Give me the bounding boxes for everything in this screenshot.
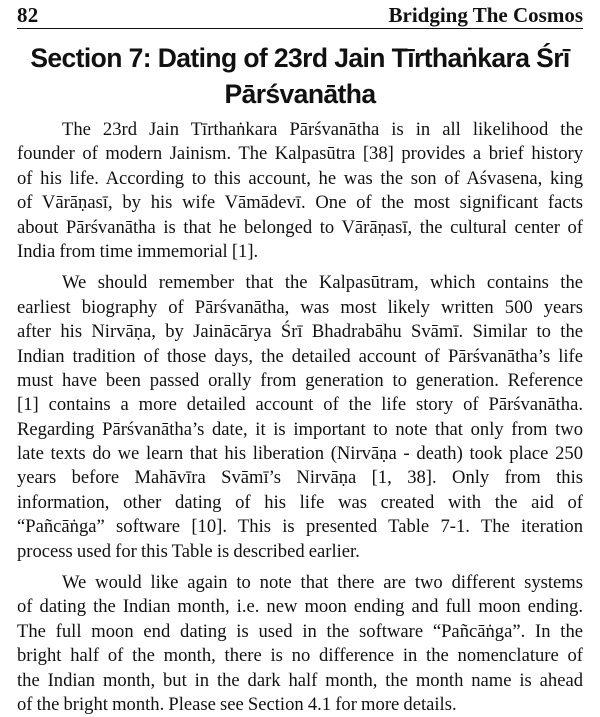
section-title-line-2: Pārśvanātha xyxy=(224,79,376,109)
body-text xyxy=(17,118,583,717)
text-line: “Pañcāṅga” software [10]. This is presented Table 7-1. The iteration xyxy=(17,516,583,538)
text-line: years before Mahāvīra Svāmī’s Nirvāṇa [1, 38]. Only from this xyxy=(17,467,583,489)
text-line: The 23rd Jain Tīrthaṅkara Pārśvanātha is in all likelihood the xyxy=(62,119,583,140)
text-line: after his Nirvāṇa, by Jainācārya Śrī Bhadrabāhu Svāmī. Similar to the xyxy=(17,321,583,343)
text-line: We should remember that the Kalpasūtram, which contains the xyxy=(62,272,583,294)
text-line: process used for this Table is described earlier. xyxy=(17,540,360,562)
text-line: of Vārāṇasī, by his wife Vāmādevī. One of the most significant facts xyxy=(17,192,583,214)
text-line: [1] contains a more detailed account of the life story of Pārśvanātha. xyxy=(17,394,583,416)
running-header xyxy=(17,2,583,29)
section-title xyxy=(17,40,583,112)
text-line: must have been passed orally from generation to generation. Reference xyxy=(17,369,583,391)
section-title-line-1: Section 7: Dating of 23rd Jain Tīrthaṅkara Śrī xyxy=(30,43,570,73)
text-line: The full moon end dating is used in the software “Pañcāṅga”. In the xyxy=(17,620,583,642)
text-line: of his life. According to this account, he was the son of Aśvasena, king xyxy=(17,167,583,189)
text-line: of the bright month. Please see Section 4.1 for more details. xyxy=(17,693,457,715)
page-number: 82 xyxy=(17,3,39,27)
text-line: late texts do we learn that his liberation (Nirvāṇa - death) took place 250 xyxy=(17,443,583,465)
book-title: Bridging The Cosmos xyxy=(388,3,583,27)
text-line: India from time immemorial [1]. xyxy=(17,240,259,262)
text-line: the Indian month, but in the dark half month, the month name is ahead xyxy=(17,669,583,691)
text-line: information, other dating of his life was created with the aid of xyxy=(17,491,583,513)
text-line: Indian tradition of those days, the detailed account of Pārśvanātha’s life xyxy=(17,345,583,367)
paragraph-3 xyxy=(17,571,583,717)
paragraph-2 xyxy=(17,271,583,564)
paragraph-1 xyxy=(17,118,583,264)
document-page xyxy=(17,0,583,715)
text-line: We would like again to note that there are two different systems xyxy=(62,572,583,594)
text-line: of dating the Indian month, i.e. new moon ending and full moon ending. xyxy=(17,596,583,618)
text-line: Regarding Pārśvanātha’s date, it is important to note that only from two xyxy=(17,418,583,440)
text-line: founder of modern Jainism. The Kalpasūtra [38] provides a brief history xyxy=(17,143,583,165)
text-line: earliest biography of Pārśvanātha, was most likely written 500 years xyxy=(17,296,583,318)
text-line: bright half of the month, there is no difference in the nomenclature of xyxy=(17,645,583,667)
text-line: about Pārśvanātha is that he belonged to Vārāṇasī, the cultural center of xyxy=(17,216,583,238)
